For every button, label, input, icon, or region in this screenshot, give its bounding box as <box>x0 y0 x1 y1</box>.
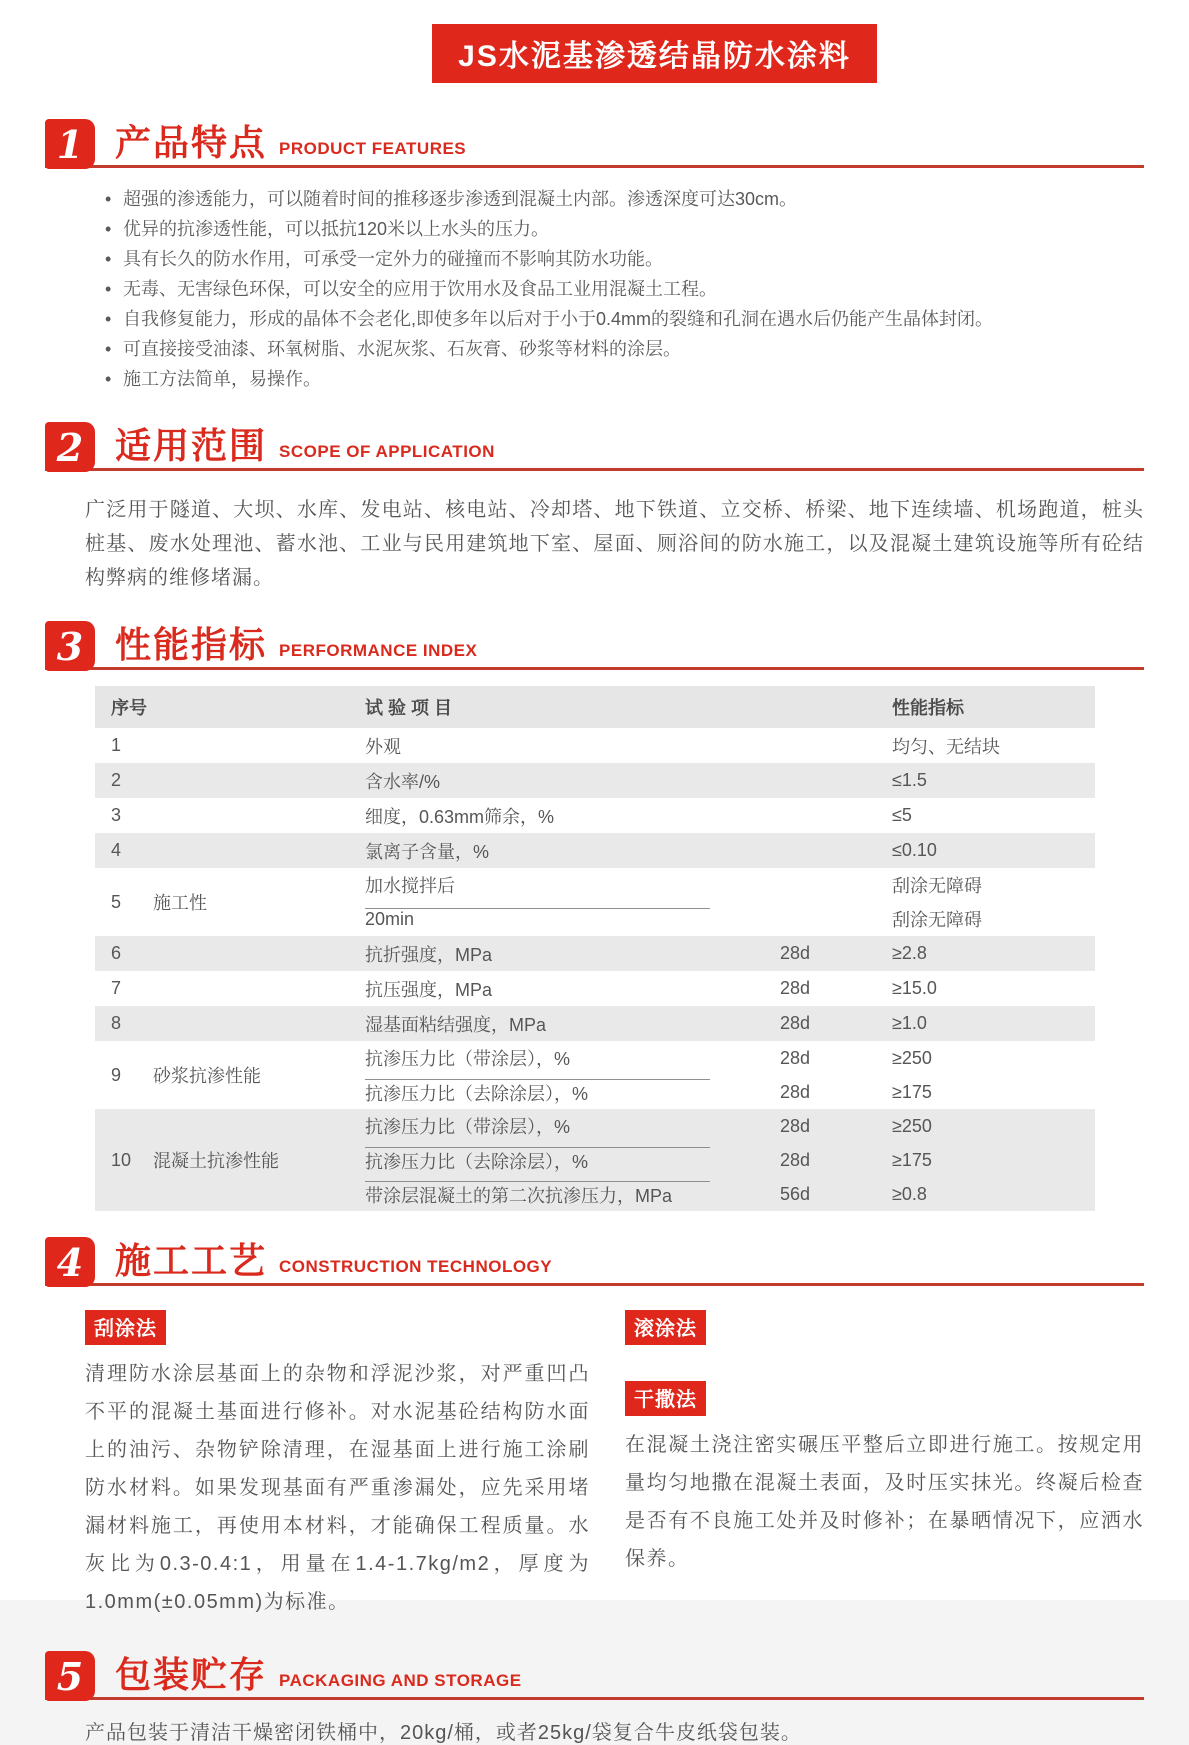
index-cell: 均匀、无结块 <box>892 736 1000 757</box>
age-cell: 28d <box>780 1047 811 1068</box>
serial-cell: 4 <box>111 840 122 860</box>
serial-cell: 8 <box>111 1013 122 1033</box>
category-cell: 砂浆抗渗性能 <box>153 1066 261 1086</box>
table-header-row <box>95 686 1095 728</box>
section-features <box>45 119 1144 394</box>
index-cell: ≥15.0 <box>892 978 937 998</box>
item-cell: 20min <box>365 908 710 930</box>
method-badge-roll: 滚涂法 <box>625 1310 706 1345</box>
feature-item: • 优异的抗渗透性能，可以抵抗120米以上水头的压力。 <box>105 214 1144 244</box>
section-construction <box>45 1237 1144 1621</box>
index-cell: ≥250 <box>892 1115 932 1136</box>
serial-cell: 2 <box>111 770 122 790</box>
header-serial: 序号 <box>111 698 147 718</box>
serial-cell: 5 <box>111 891 122 912</box>
performance-table <box>95 686 1095 1211</box>
index-cell: ≥2.8 <box>892 943 927 963</box>
serial-cell: 7 <box>111 978 122 998</box>
section-header <box>45 1651 1144 1700</box>
item-cell: 细度，0.63mm筛余，% <box>365 806 555 827</box>
item-cell: 抗渗压力比（去除涂层），% <box>365 1079 710 1106</box>
index-cell: ≤5 <box>892 805 912 825</box>
section-subtitle: SCOPE OF APPLICATION <box>279 442 495 461</box>
table-row <box>95 1041 1095 1109</box>
age-cell: 28d <box>780 1081 811 1102</box>
index-cell: 刮涂无障碍 <box>892 876 982 896</box>
section-packaging <box>45 1651 1144 1745</box>
section-title: 适用范围 <box>115 425 268 467</box>
table-row <box>95 1109 1095 1211</box>
section-subtitle: PERFORMANCE INDEX <box>279 641 478 660</box>
feature-item: • 超强的渗透能力，可以随着时间的推移逐步渗透到混凝土内部。渗透深度可达30cm。 <box>105 184 1144 214</box>
item-cell: 氯离子含量，% <box>365 841 490 862</box>
category-cell: 混凝土抗渗性能 <box>153 1151 279 1171</box>
table-row <box>95 833 1095 868</box>
age-cell: 28d <box>780 978 811 998</box>
table-row <box>95 798 1095 833</box>
packaging-paragraph: 产品包装于清洁干燥密闭铁桶中，20kg/桶，或者25kg/袋复合牛皮纸袋包装。 <box>85 1722 802 1744</box>
section-header <box>45 119 1144 168</box>
table-row <box>95 971 1095 1006</box>
item-cell: 抗渗压力比（去除涂层），% <box>365 1147 710 1174</box>
section-number-badge: 3 <box>45 621 95 671</box>
index-cell: ≥175 <box>892 1149 932 1170</box>
section-subtitle: PRODUCT FEATURES <box>279 139 467 158</box>
feature-item: • 具有长久的防水作用，可承受一定外力的碰撞而不影响其防水功能。 <box>105 244 1144 274</box>
serial-cell: 6 <box>111 943 122 963</box>
item-cell: 外观 <box>365 736 401 757</box>
method-paragraph-dry: 在混凝土浇注密实碾压平整后立即进行施工。按规定用量均匀地撒在混凝土表面，及时压实抹光。终凝后检查是否有不良施工处并及时修补；在暴晒情况下，应洒水保养。 <box>625 1434 1144 1570</box>
section-subtitle: CONSTRUCTION TECHNOLOGY <box>279 1257 553 1276</box>
item-cell: 加水搅拌后 <box>365 876 455 896</box>
section-header <box>45 621 1144 670</box>
scope-paragraph: 广泛用于隧道、大坝、水库、发电站、核电站、冷却塔、地下铁道、立交桥、桥梁、地下连续墙、机场跑道，桩头桩基、废水处理池、蓄水池、工业与民用建筑地下室、屋面、厕浴间的防水施工，以及混凝土建筑设施等所有砼结构弊病的维修堵漏。 <box>85 499 1144 589</box>
index-cell: ≥175 <box>892 1081 932 1102</box>
age-cell: 56d <box>780 1183 811 1204</box>
feature-item: • 无毒、无害绿色环保，可以安全的应用于饮用水及食品工业用混凝土工程。 <box>105 274 1144 304</box>
page-title: JS水泥基渗透结晶防水涂料 <box>432 24 877 83</box>
section-number-badge: 2 <box>45 422 95 472</box>
section-subtitle: PACKAGING AND STORAGE <box>279 1671 522 1690</box>
index-cell: 刮涂无障碍 <box>892 910 982 930</box>
table-row <box>95 1006 1095 1041</box>
section-title: 施工工艺 <box>115 1240 268 1282</box>
spacer <box>625 1345 1144 1381</box>
method-badge-scrape: 刮涂法 <box>85 1310 166 1345</box>
method-column-left <box>85 1310 590 1621</box>
section-header <box>45 1237 1144 1286</box>
table-row <box>95 868 1095 936</box>
age-cell: 28d <box>780 1149 811 1170</box>
method-column-right <box>625 1310 1144 1621</box>
section-number-badge: 4 <box>45 1237 95 1287</box>
category-cell: 施工性 <box>153 893 207 913</box>
method-paragraph-scrape: 清理防水涂层基面上的杂物和浮泥沙浆，对严重凹凸不平的混凝土基面进行修补。对水泥基砼结构防水面上的油污、杂物铲除清理，在湿基面上进行施工涂刷防水材料。如果发现基面有严重渗漏处，应先采用堵漏材料施工，再使用本材料，才能确保工程质量。水灰比为0.3-0.4:1，用量在1.4-1.7kg/m2，厚度为1.0mm(±0.05mm)为标准。 <box>85 1363 590 1613</box>
section-performance <box>45 621 1144 1211</box>
serial-cell: 10 <box>111 1149 132 1170</box>
section-title: 产品特点 <box>115 122 268 164</box>
index-cell: ≤0.10 <box>892 840 937 860</box>
serial-cell: 9 <box>111 1064 122 1085</box>
item-cell: 抗折强度，MPa <box>365 944 493 965</box>
item-cell: 抗压强度，MPa <box>365 979 493 1000</box>
index-cell: ≥250 <box>892 1047 932 1068</box>
feature-item: • 自我修复能力，形成的晶体不会老化,即使多年以后对于小于0.4mm的裂缝和孔洞在遇水后仍能产生晶体封闭。 <box>105 304 1144 334</box>
index-cell: ≥1.0 <box>892 1013 927 1033</box>
feature-item: • 施工方法简单，易操作。 <box>105 364 1144 394</box>
header-index: 性能指标 <box>892 698 964 718</box>
item-cell: 含水率/% <box>365 771 441 792</box>
table-row <box>95 763 1095 798</box>
table-row <box>95 936 1095 971</box>
method-badge-dry: 干撒法 <box>625 1381 706 1416</box>
title-bar <box>45 24 1144 83</box>
feature-item: • 可直接接受油漆、环氧树脂、水泥灰浆、石灰膏、砂浆等材料的涂层。 <box>105 334 1144 364</box>
feature-list <box>105 184 1144 394</box>
index-cell: ≥0.8 <box>892 1183 927 1204</box>
age-cell: 28d <box>780 943 811 963</box>
age-cell: 28d <box>780 1115 811 1136</box>
section-title: 包装贮存 <box>115 1654 268 1696</box>
item-cell: 湿基面粘结强度，MPa <box>365 1014 547 1035</box>
serial-cell: 1 <box>111 735 122 755</box>
section-title: 性能指标 <box>115 624 268 666</box>
header-item: 试 验 项 目 <box>365 698 453 718</box>
age-cell: 28d <box>780 1013 811 1033</box>
table-row <box>95 728 1095 763</box>
item-cell: 带涂层混凝土的第二次抗渗压力，MPa <box>365 1181 710 1208</box>
index-cell: ≤1.5 <box>892 770 927 790</box>
section-number-badge: 5 <box>45 1651 95 1701</box>
section-header <box>45 422 1144 471</box>
section-scope <box>45 422 1144 595</box>
section-number-badge: 1 <box>45 119 95 169</box>
method-columns <box>85 1310 1144 1621</box>
serial-cell: 3 <box>111 805 122 825</box>
item-cell: 抗渗压力比（带涂层），% <box>365 1117 571 1137</box>
item-cell: 抗渗压力比（带涂层），% <box>365 1049 571 1069</box>
